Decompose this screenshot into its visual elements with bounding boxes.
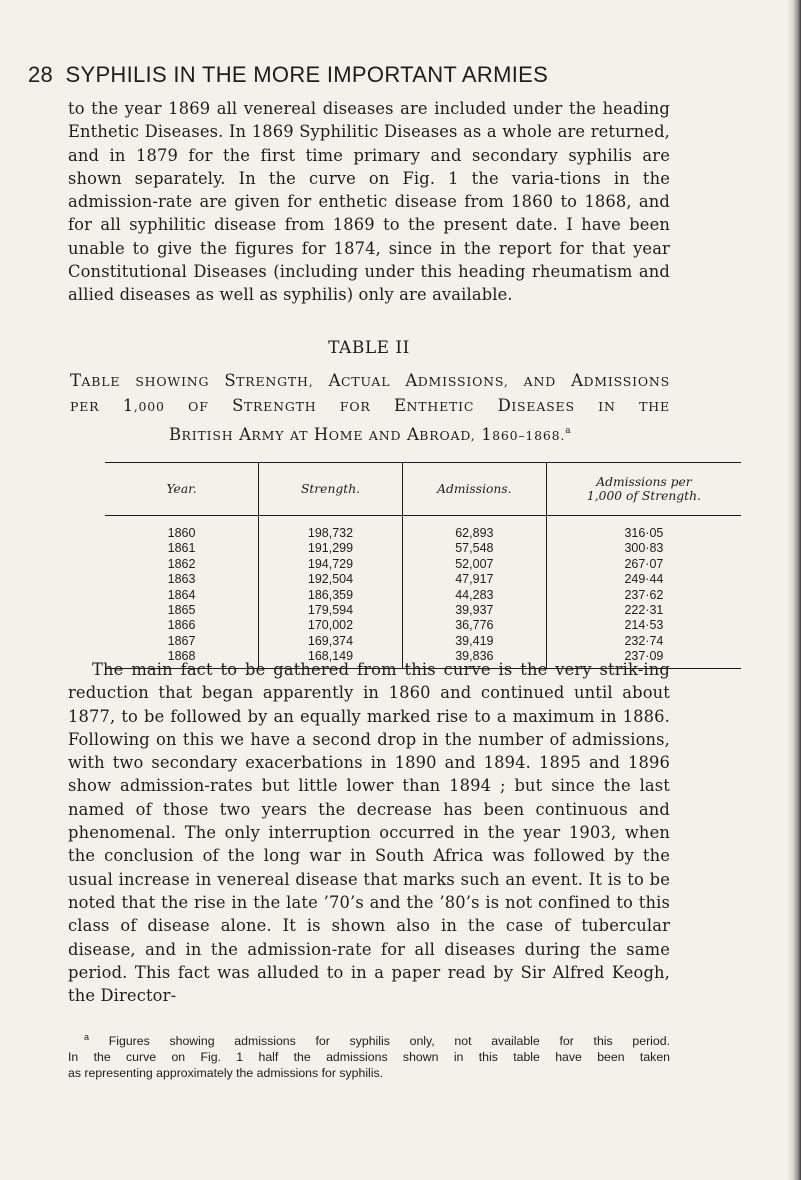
cell-strength: 191,299	[259, 541, 403, 556]
footnote-marker: a	[84, 1032, 90, 1042]
cell-year: 1865	[167, 603, 196, 618]
table-caption	[70, 369, 670, 448]
table-caption-line-3-text: BRITISH ARMY AT HOME AND ABROAD, 1860–1868.	[169, 424, 566, 444]
cell-admissions: 52,007	[402, 557, 546, 572]
table-row	[105, 541, 741, 556]
cell-admissions: 36,776	[402, 618, 546, 633]
cell-admissions: 39,419	[402, 634, 546, 649]
cell-rate: 267·07	[546, 557, 741, 572]
cell-admissions: 39,937	[402, 603, 546, 618]
table-row	[105, 618, 741, 633]
table-row	[105, 572, 741, 587]
data-table	[105, 462, 741, 669]
table-row	[105, 634, 741, 649]
cell-year: 1867	[167, 633, 196, 648]
cell-admissions: 39,836	[402, 649, 546, 668]
col-header-admissions-per-line-1: Admissions per	[596, 475, 692, 489]
cell-year: 1864	[167, 587, 196, 602]
table-row	[105, 516, 741, 542]
col-header-admissions-per-1000	[546, 463, 741, 516]
table-body	[105, 516, 741, 669]
cell-year: 1868	[105, 649, 259, 668]
page-edge-shadow	[787, 0, 801, 1180]
cell-admissions: 57,548	[402, 541, 546, 556]
cell-rate: 232·74	[546, 634, 741, 649]
table-row	[105, 603, 741, 618]
cell-year: 1862	[167, 556, 196, 571]
col-header-admissions-per-line-2: 1,000 of Strength.	[586, 489, 701, 503]
col-header-year: Year.	[105, 463, 259, 516]
cell-rate: 237·09	[546, 649, 741, 668]
cell-year: 1863	[167, 572, 196, 587]
paragraph-1: to the year 1869 all venereal diseases are included under the heading Enthetic Diseases. In 1869 Syphilitic Diseases as a whole are returned, and in 1879 for the first time primary and secondary syphilis are shown separately. In the curve on Fig. 1 the varia-tions in the admission-rate are given for enthetic disease from 1860 to 1868, and for all syphilitic disease from 1869 to the present date. I have been unable to give the figures for 1874, since in the report for that year Constitutional Diseases (including under this heading rheumatism and allied diseases as well as syphilis) only are available.	[68, 99, 670, 305]
cell-strength: 194,729	[259, 557, 403, 572]
cell-rate: 316·05	[546, 516, 741, 542]
cell-rate: 237·62	[546, 588, 741, 603]
cell-strength: 179,594	[259, 603, 403, 618]
cell-admissions: 44,283	[402, 588, 546, 603]
col-header-strength: Strength.	[259, 463, 403, 516]
col-header-admissions: Admissions.	[402, 463, 546, 516]
cell-strength: 198,732	[259, 516, 403, 542]
table-footnote-marker: a	[565, 426, 571, 436]
footnote-line-2: In the curve on Fig. 1 half the admissions shown in this table have been taken	[68, 1050, 670, 1065]
footnote	[68, 1029, 670, 1081]
cell-strength: 168,149	[259, 649, 403, 668]
paragraph-2: The main fact to be gathered from this curve is the very strik-ing reduction that began apparently in 1860 and continued until about 1877, to be followed by an equally marked rise to a maximum in 1886. Following on this we have a second drop in the number of admissions, with two secondary exacerbations in 1890 and 1894. 1895 and 1896 show admission-rates but little lower than 1894 ; but since the last named of those two years the decrease has been continuous and phenomenal. The only interruption occurred in the year 1903, when the conclusion of the long war in South Africa was followed by the usual increase in venereal disease that marks such an event. It is to be noted that the rise in the late ’70’s and the ’80’s is not confined to this class of disease alone. It is shown also in the case of tubercular disease, and in the admission-rate for all diseases during the same period. This fact was alluded to in a paper read by Sir Alfred Keogh, the Director-	[68, 660, 670, 1006]
table-header-row	[105, 463, 741, 516]
cell-admissions: 62,893	[402, 516, 546, 542]
cell-year: 1860	[167, 526, 196, 540]
cell-strength: 170,002	[259, 618, 403, 633]
table-caption-line-1: TABLE SHOWING STRENGTH, ACTUAL ADMISSIONS, AND ADMISSIONS	[70, 371, 671, 390]
cell-rate: 300·83	[546, 541, 741, 556]
cell-year: 1866	[167, 618, 196, 633]
cell-year: 1861	[167, 541, 196, 556]
footnote-line-1-text: Figures showing admissions for syphilis only, not available for this period.	[108, 1034, 670, 1049]
cell-admissions: 47,917	[402, 572, 546, 587]
table-label: TABLE II	[328, 338, 410, 358]
running-title: SYPHILIS IN THE MORE IMPORTANT ARMIES	[65, 62, 549, 87]
cell-strength: 192,504	[259, 572, 403, 587]
cell-rate: 249·44	[546, 572, 741, 587]
cell-strength: 186,359	[259, 588, 403, 603]
cell-rate: 214·53	[546, 618, 741, 633]
table-row	[105, 588, 741, 603]
cell-strength: 169,374	[259, 634, 403, 649]
running-header	[28, 62, 728, 88]
table-caption-line-3	[70, 419, 670, 448]
table-row	[105, 557, 741, 572]
table-caption-line-2: PER 1,000 OF STRENGTH FOR ENTHETIC DISEASES IN THE	[70, 396, 670, 415]
cell-rate: 222·31	[546, 603, 741, 618]
footnote-line-3: as representing approximately the admissions for syphilis.	[68, 1066, 384, 1081]
page-number: 28	[28, 62, 54, 87]
footnote-line-1	[68, 1029, 670, 1049]
